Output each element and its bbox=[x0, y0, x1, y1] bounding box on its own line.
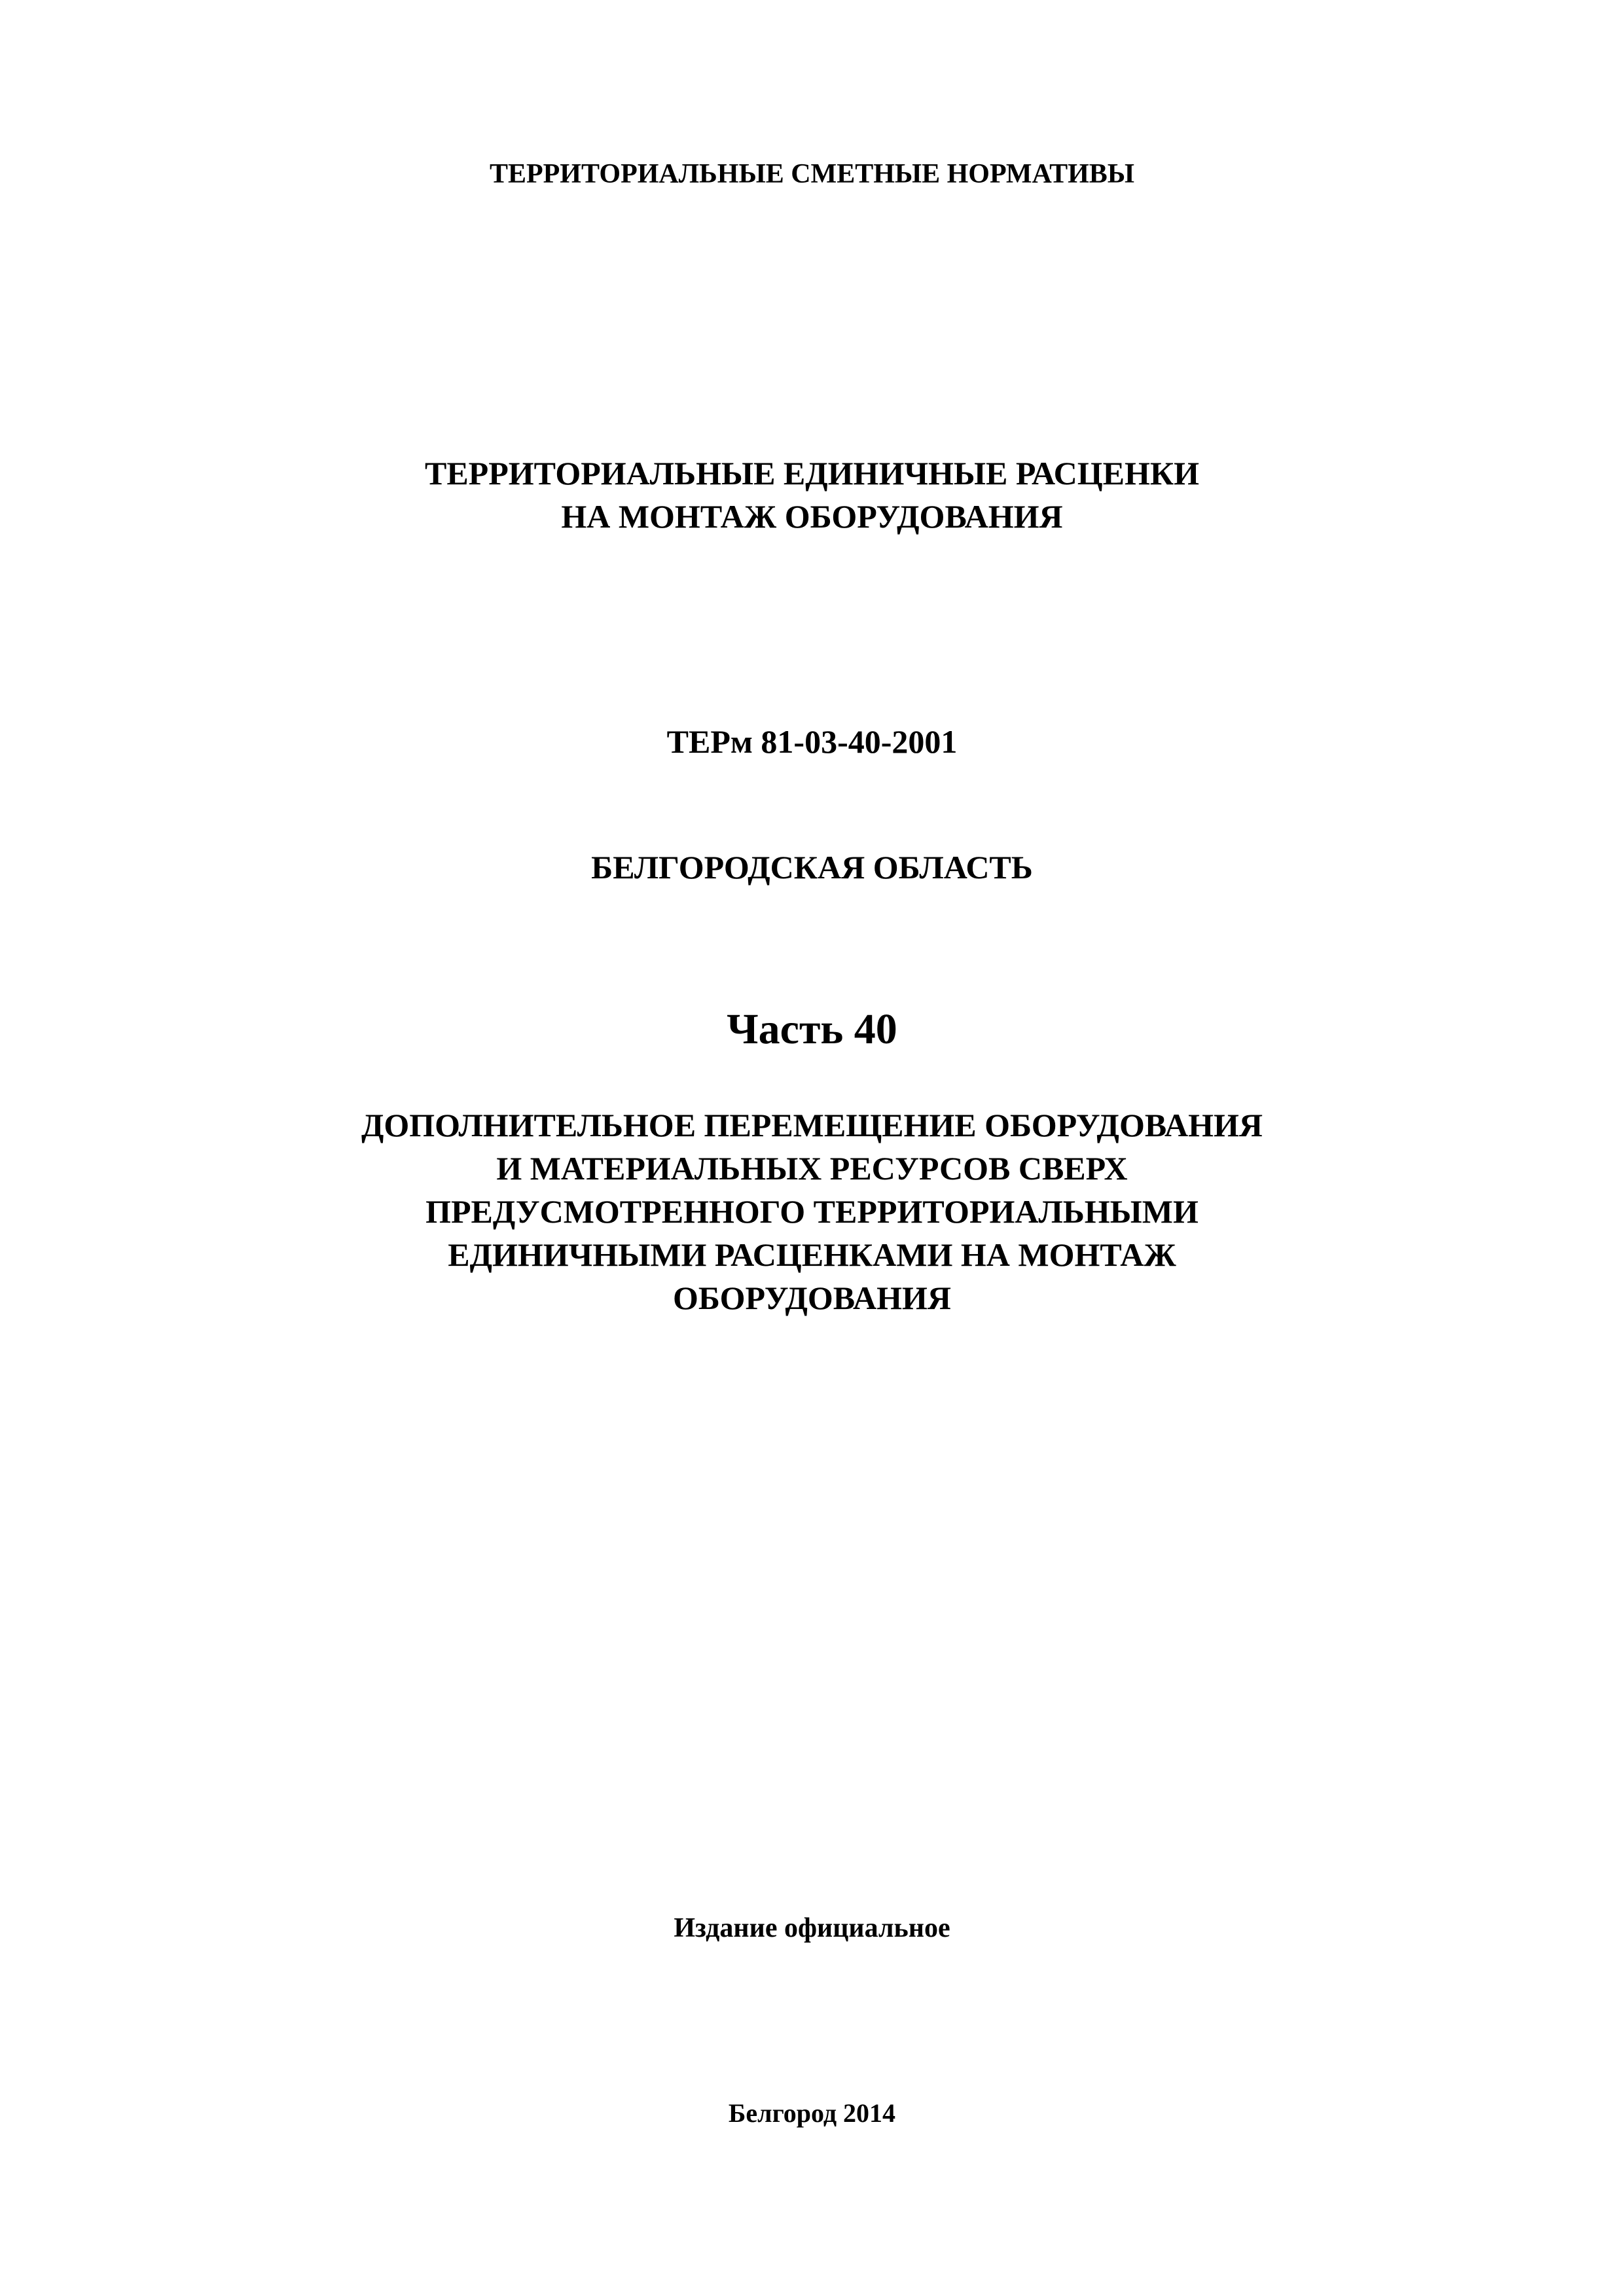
edition-note: Издание официальное bbox=[674, 1913, 950, 1943]
part-title bbox=[0, 1103, 1624, 1319]
region-name: БЕЛГОРОДСКАЯ ОБЛАСТЬ bbox=[591, 849, 1033, 886]
document-code: ТЕРм 81-03-40-2001 bbox=[666, 723, 958, 760]
part-number: Часть 40 bbox=[727, 1005, 897, 1053]
series-title: ТЕРРИТОРИАЛЬНЫЕ СМЕТНЫЕ НОРМАТИВЫ bbox=[489, 159, 1135, 189]
main-title bbox=[0, 452, 1624, 538]
city-year: Белгород 2014 bbox=[728, 2098, 896, 2128]
main-title-line-1: ТЕРРИТОРИАЛЬНЫЕ ЕДИНИЧНЫЕ РАСЦЕНКИ bbox=[424, 455, 1200, 492]
part-title-line-1: ДОПОЛНИТЕЛЬНОЕ ПЕРЕМЕЩЕНИЕ ОБОРУДОВАНИЯ bbox=[361, 1107, 1263, 1143]
part-title-line-5: ОБОРУДОВАНИЯ bbox=[673, 1280, 951, 1316]
part-title-line-2: И МАТЕРИАЛЬНЫХ РЕСУРСОВ СВЕРХ bbox=[496, 1150, 1128, 1187]
part-title-line-3: ПРЕДУСМОТРЕННОГО ТЕРРИТОРИАЛЬНЫМИ bbox=[425, 1193, 1199, 1230]
part-title-line-4: ЕДИНИЧНЫМИ РАСЦЕНКАМИ НА МОНТАЖ bbox=[448, 1236, 1176, 1273]
main-title-line-2: НА МОНТАЖ ОБОРУДОВАНИЯ bbox=[561, 498, 1063, 535]
